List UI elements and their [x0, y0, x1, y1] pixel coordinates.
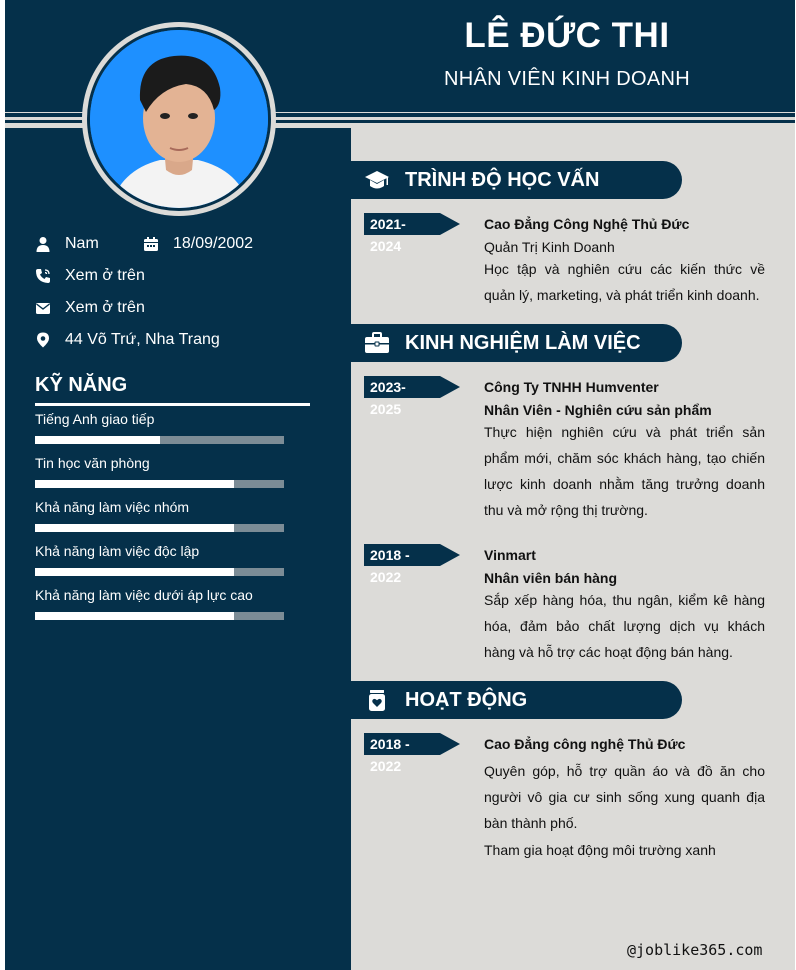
education-period: 2021-2024: [364, 213, 440, 235]
education-school: Cao Đẳng Công Nghệ Thủ Đức: [484, 216, 690, 232]
address-row: [35, 331, 220, 349]
skill-level-fill: [35, 480, 234, 488]
profile-photo: [90, 30, 268, 208]
activities-organization: Cao Đẳng công nghệ Thủ Đức: [484, 736, 686, 752]
profile-photo-frame: [82, 22, 276, 216]
skill-label: Khả năng làm việc nhóm: [35, 499, 190, 515]
experience-company: Công Ty TNHH Humventer: [484, 379, 659, 395]
skill-label: Khả năng làm việc dưới áp lực cao: [35, 587, 253, 603]
map-pin-icon: [35, 332, 51, 348]
activities-title: HOẠT ĐỘNG: [405, 688, 528, 711]
skill-level-fill: [35, 524, 234, 532]
phone-icon: [35, 268, 51, 284]
skill-level-fill: [35, 568, 234, 576]
email-text: Xem ở trên: [65, 299, 145, 316]
education-title: TRÌNH ĐỘ HỌC VẤN: [405, 168, 600, 191]
education-period-tag: [364, 213, 460, 254]
gender-text: Nam: [65, 235, 99, 252]
address-text: 44 Võ Trứ, Nha Trang: [65, 331, 220, 348]
skill-level-bar: [35, 524, 284, 532]
activities-entry: [484, 736, 765, 863]
skill-level-bar: [35, 568, 284, 576]
skill-label: Tiếng Anh giao tiếp: [35, 411, 155, 427]
skills-divider: [35, 403, 310, 406]
experience-header: [351, 324, 682, 362]
activities-period: 2018 - 2022: [364, 733, 440, 755]
experience-title: KINH NGHIỆM LÀM VIỆC: [405, 331, 641, 354]
resume-page: [5, 0, 795, 970]
activities-period-tag: [364, 733, 460, 774]
phone-text: Xem ở trên: [65, 267, 145, 284]
experience-position: Nhân Viên - Nghiên cứu sản phẩm: [484, 402, 712, 418]
gender-row: [35, 235, 99, 253]
experience-period: 2018 - 2022: [364, 544, 440, 566]
person-icon: [35, 236, 51, 252]
skill-level-bar: [35, 436, 284, 444]
candidate-name: LÊ ĐỨC THI: [464, 16, 670, 55]
skill-label: Tin học văn phòng: [35, 455, 150, 471]
skill-level-bar: [35, 612, 284, 620]
activities-description: Tham gia hoạt động môi trường xanh: [484, 842, 716, 858]
envelope-icon: [35, 300, 51, 316]
skill-level-fill: [35, 612, 234, 620]
experience-period-tag: [364, 544, 460, 585]
briefcase-icon: [364, 330, 390, 356]
experience-period-tag: [364, 376, 460, 417]
watermark: @joblike365.com: [627, 941, 763, 959]
skill-label: Khả năng làm việc độc lập: [35, 543, 200, 559]
experience-description: Sắp xếp hàng hóa, thu ngân, kiểm kê hàng hóa, đảm bảo chất lượng dịch vụ khách hàng và hỗ trợ các hoạt động bán hàng.: [484, 592, 765, 660]
skills-title: KỸ NĂNG: [35, 374, 128, 396]
skill-level-fill: [35, 436, 160, 444]
birthday-row: [143, 235, 253, 253]
activities-description: Quyên góp, hỗ trợ quần áo và đồ ăn cho người vô gia cư sinh sống xung quanh địa bàn thành phố.: [484, 763, 765, 831]
birthday-text: 18/09/2002: [173, 235, 254, 252]
phone-row: [35, 267, 145, 285]
calendar-icon: [143, 236, 159, 252]
graduation-cap-icon: [364, 167, 390, 193]
education-header: [351, 161, 682, 199]
experience-position: Nhân viên bán hàng: [484, 570, 618, 586]
experience-description: Thực hiện nghiên cứu và phát triển sản phẩm mới, chăm sóc khách hàng, tạo chiến lược kinh doanh nhằm tăng trưởng doanh thu và mở rộng thị trường.: [484, 424, 765, 518]
education-entry: [484, 216, 765, 308]
experience-period: 2023-2025: [364, 376, 440, 398]
skill-item: [35, 455, 285, 488]
skill-item: [35, 411, 285, 444]
activities-header: [351, 681, 682, 719]
donation-jar-icon: [364, 687, 390, 713]
skill-item: [35, 543, 285, 576]
skill-item: [35, 587, 285, 620]
email-row: [35, 299, 145, 317]
education-major: Quản Trị Kinh Doanh: [484, 239, 615, 255]
skill-item: [35, 499, 285, 532]
skill-level-bar: [35, 480, 284, 488]
experience-company: Vinmart: [484, 547, 536, 563]
candidate-role: NHÂN VIÊN KINH DOANH: [443, 68, 691, 90]
education-description: Học tập và nghiên cứu các kiến thức về quản lý, marketing, và phát triển kinh doanh.: [484, 261, 765, 303]
experience-entry: [484, 379, 765, 523]
experience-entry: [484, 547, 765, 665]
